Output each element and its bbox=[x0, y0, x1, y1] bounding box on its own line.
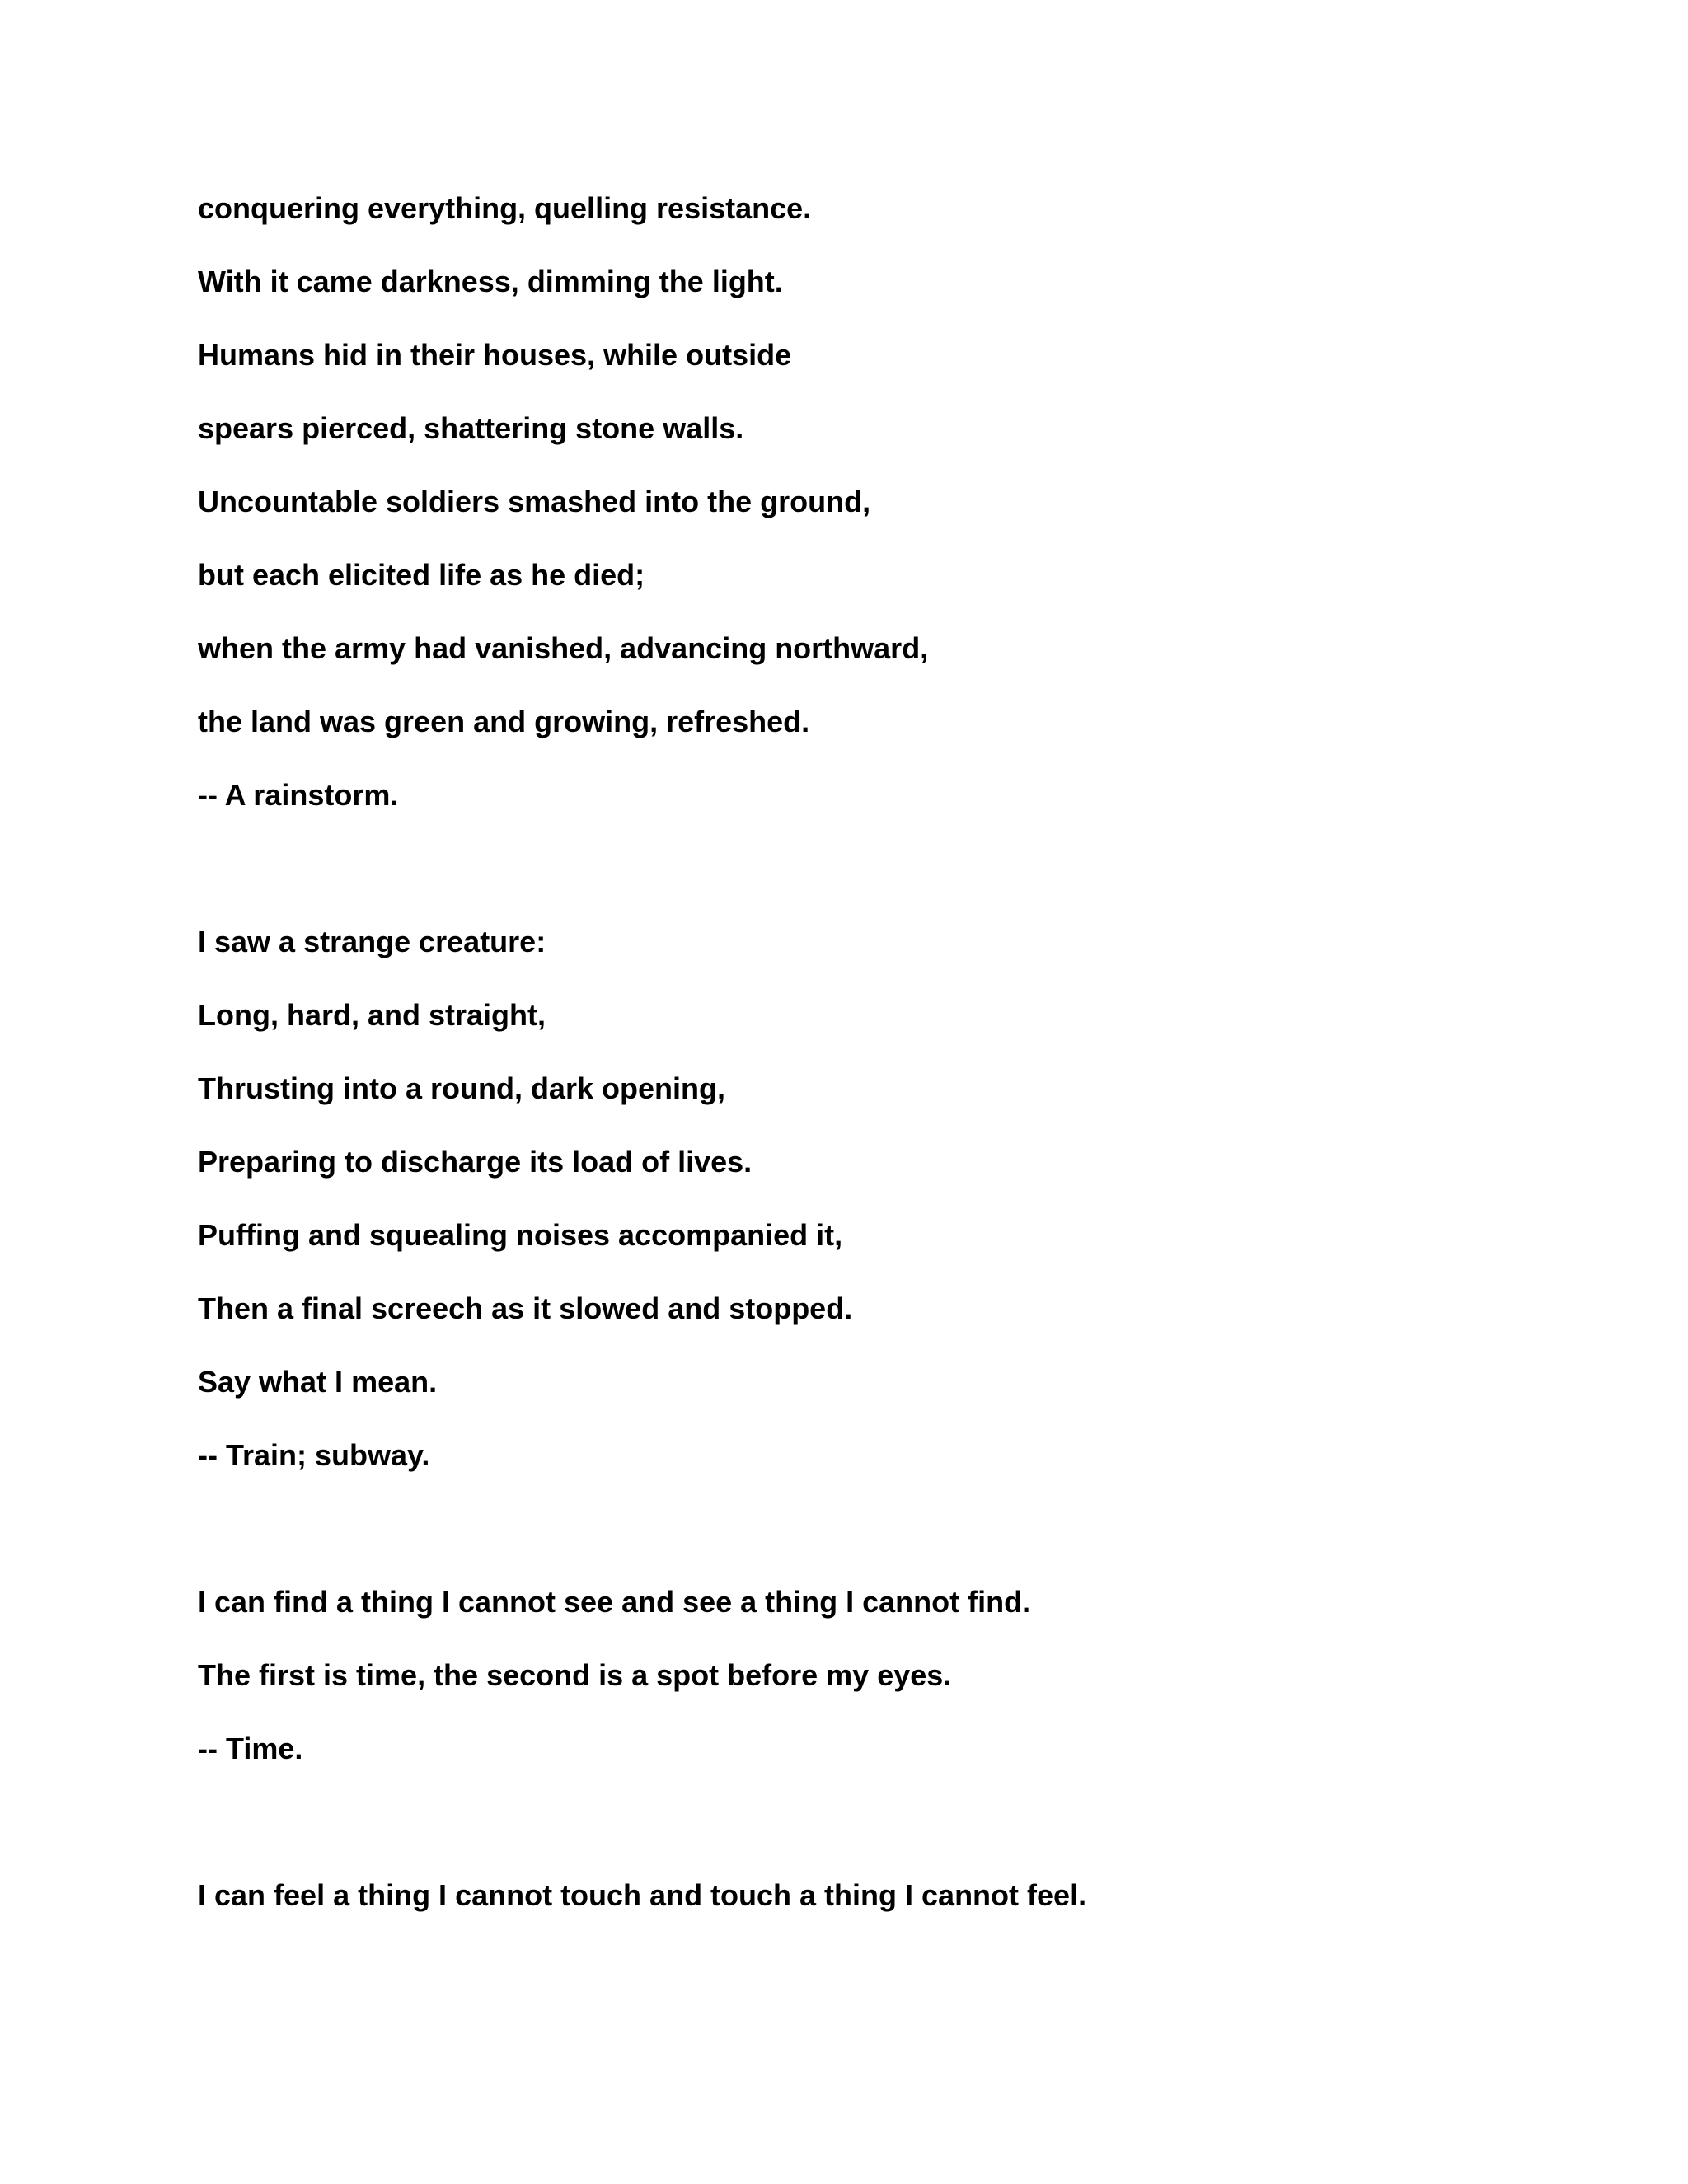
text-line: I can find a thing I cannot see and see a thing I cannot find. bbox=[198, 1585, 1031, 1619]
paragraph-gap bbox=[198, 851, 1533, 925]
text-line: Thrusting into a round, dark opening, bbox=[198, 1071, 725, 1105]
riddle-train bbox=[198, 925, 1533, 1473]
paragraph-gap bbox=[198, 1511, 1533, 1585]
text-line: Preparing to discharge its load of lives. bbox=[198, 1145, 753, 1179]
text-line: conquering everything, quelling resistance. bbox=[198, 191, 812, 225]
riddle-answer: -- Train; subway. bbox=[198, 1438, 430, 1472]
riddle-time bbox=[198, 1585, 1533, 1766]
text-line: the land was green and growing, refreshed. bbox=[198, 705, 810, 738]
text-line: Puffing and squealing noises accompanied it, bbox=[198, 1218, 843, 1252]
text-line: Say what I mean. bbox=[198, 1365, 438, 1399]
riddle-answer: -- A rainstorm. bbox=[198, 778, 399, 812]
riddle-rainstorm bbox=[198, 191, 1533, 813]
text-line: I can feel a thing I cannot touch and touch a thing I cannot feel. bbox=[198, 1878, 1087, 1912]
text-line: Uncountable soldiers smashed into the ground, bbox=[198, 485, 871, 518]
text-line: when the army had vanished, advancing northward, bbox=[198, 631, 929, 665]
riddle-feel bbox=[198, 1878, 1533, 1913]
text-line: spears pierced, shattering stone walls. bbox=[198, 411, 744, 445]
text-line: Long, hard, and straight, bbox=[198, 998, 546, 1032]
text-line: Then a final screech as it slowed and stopped. bbox=[198, 1291, 853, 1325]
text-line: Humans hid in their houses, while outside bbox=[198, 338, 792, 372]
text-line: With it came darkness, dimming the light. bbox=[198, 265, 783, 298]
text-line: but each elicited life as he died; bbox=[198, 558, 645, 592]
text-line: I saw a strange creature: bbox=[198, 925, 546, 958]
riddle-answer: -- Time. bbox=[198, 1732, 303, 1765]
paragraph-gap bbox=[198, 1805, 1533, 1878]
document-body bbox=[198, 191, 1533, 1952]
text-line: The first is time, the second is a spot before my eyes. bbox=[198, 1658, 952, 1692]
